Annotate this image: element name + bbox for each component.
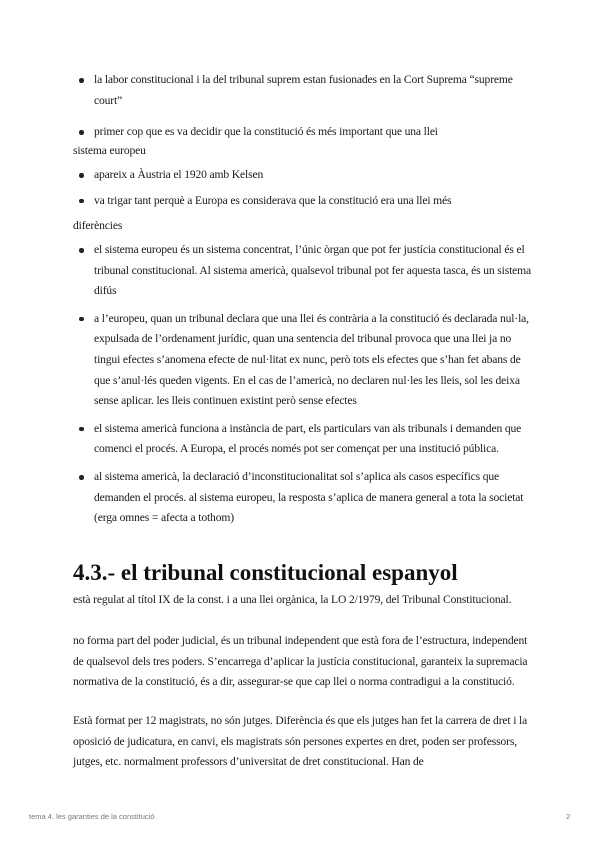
section-heading: 4.3.- el tribunal constitucional espanyol bbox=[73, 560, 458, 585]
list-item-text: el sistema europeu és un sistema concentrat, l’únic òrgan que pot fer justícia constitucional és el tribunal constitucional. Al sistema americà, qualsevol tribunal pot fer aquesta tasca, és un sistema difús bbox=[94, 243, 532, 298]
bullet-icon bbox=[79, 317, 84, 322]
bullet-icon bbox=[79, 130, 84, 135]
bullet-icon bbox=[79, 173, 84, 178]
list-item bbox=[73, 309, 533, 412]
list-item-text: va trigar tant perquè a Europa es considerava que la constitució era una llei més bbox=[94, 193, 452, 207]
bullet-icon bbox=[79, 475, 84, 480]
paragraph-regulacio: està regulat al títol IX de la const. i a una llei orgànica, la LO 2/1979, del Tribunal Constitucional. bbox=[73, 593, 512, 606]
bullet-list-cort-suprema bbox=[73, 70, 533, 143]
list-item-text: la labor constitucional i la del tribunal suprem estan fusionades en la Cort Suprema “supreme court” bbox=[94, 73, 513, 107]
footer-title: tema 4. les garanties de la constitució bbox=[29, 812, 155, 821]
list-item bbox=[73, 419, 533, 460]
footer-page-number: 2 bbox=[566, 812, 571, 821]
bullet-list-diferencies bbox=[73, 240, 533, 529]
list-item-text: el sistema americà funciona a instància de part, els particulars van als tribunals i demanden que comenci el procés. A Europa, el procés només pot ser començat per una institució pública. bbox=[94, 421, 522, 456]
list-item bbox=[73, 70, 533, 111]
bullet-icon bbox=[79, 248, 84, 253]
label-sistema-europeu: sistema europeu bbox=[73, 144, 146, 157]
list-item bbox=[73, 122, 533, 143]
bullet-list-sistema-europeu bbox=[73, 165, 533, 211]
list-item bbox=[73, 165, 533, 186]
list-item bbox=[73, 467, 533, 529]
list-item bbox=[73, 191, 533, 212]
paragraph-magistrats: Està format per 12 magistrats, no són jutges. Diferència és que els jutges han fet la carrera de dret i la oposició de judicatura, en canvi, els magistrats són persones expertes en dret, poden ser professors, jutges, etc. normalment professors d’universitat de dret constitucional. Han de bbox=[73, 714, 528, 769]
list-item-text: al sistema americà, la declaració d’inconstitucionalitat sol s’aplica als casos específics que demanden el procés. al sistema europeu, la resposta s’aplica de manera general a tota la societat (erga omnes = afecta a tothom) bbox=[94, 469, 524, 525]
bullet-icon bbox=[79, 78, 84, 83]
bullet-icon bbox=[79, 427, 84, 432]
paragraph-independencia: no forma part del poder judicial, és un tribunal independent que està fora de l’estructura, independent de qualsevol dels tres poders. S’encarrega d’aplicar la justícia constitucional, garanteix la supremacia normativa de la constitució, és a dir, assegurar-se que cap llei o norma contradigui a la constitució. bbox=[73, 634, 528, 689]
label-diferencies: diferències bbox=[73, 219, 123, 232]
list-item-text: apareix a Àustria el 1920 amb Kelsen bbox=[94, 168, 264, 181]
list-item-text: primer cop que es va decidir que la constitució és més important que una llei bbox=[94, 125, 438, 139]
list-item bbox=[73, 240, 533, 302]
list-item-text: a l’europeu, quan un tribunal declara que una llei és contrària a la constitució és declarada nul·la, expulsada de l’ordenament jurídic, quan una sentencia del tribunal provoca que una llei ja no tingui efectes s’anomena efecte de nul·litat ex nunc, però tots els efectes que s’han fet abans de que s’anul·lés queden vigents. En el cas de l’americà, no declaren nul·les les lleis, sol les deixa sense aplicar. les lleis continuen existint però sense efectes bbox=[94, 311, 529, 408]
bullet-icon bbox=[79, 199, 84, 204]
